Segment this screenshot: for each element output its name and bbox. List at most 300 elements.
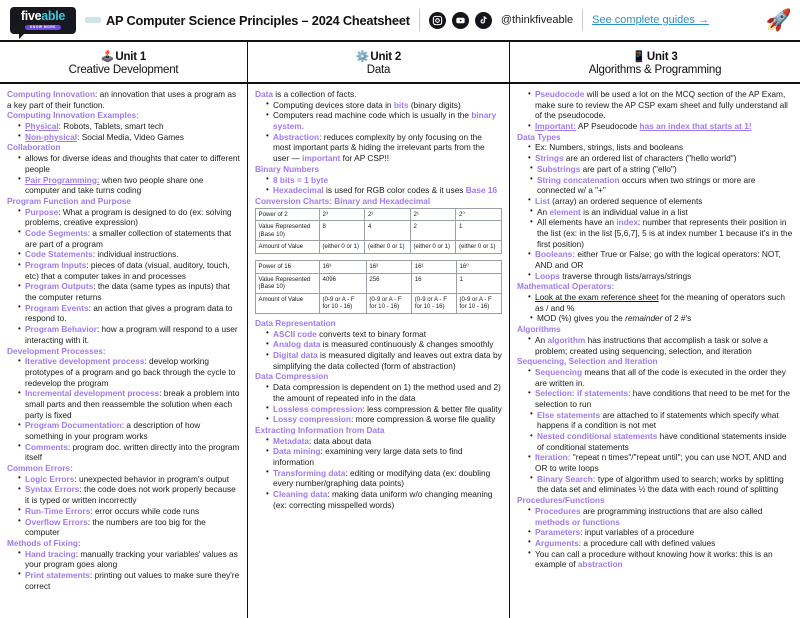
unit-headers (0, 42, 800, 82)
list-item (528, 292, 793, 313)
computing-innovation-term: Computing Innovation (7, 89, 96, 99)
list-item (18, 474, 240, 485)
overflow-errors-text: : the numbers are too big for the computer (25, 516, 206, 538)
element-post: is an individual value in a list (580, 206, 688, 217)
table-cell: (0-9 or A - F for 10 - 16) (412, 293, 457, 313)
binary-pre: Computers read machine code which is usually in the (273, 110, 472, 121)
column-unit-2 (248, 84, 510, 618)
list-item (530, 175, 793, 196)
data-term: Data (255, 89, 273, 99)
list-item (266, 446, 502, 467)
unit-1-subtitle: Creative Development (68, 64, 179, 76)
table-cell: 1 (456, 221, 502, 241)
important-text: AP Pseudocode (576, 121, 640, 132)
logo-able-text: able (41, 9, 66, 24)
data-mining-text: : examining very large data sets to find information (273, 446, 463, 467)
table-cell: 4096 (319, 273, 366, 293)
page-title: AP Computer Science Principles – 2024 Cheatsheet (106, 12, 410, 28)
table-cell: 16² (366, 261, 411, 274)
column-unit-3 (510, 84, 800, 618)
binary-search-text: type of algorithm used to search; works by splitting the data set and eliminates ½ the data with each round of splitting (537, 473, 784, 495)
data-representation-list (255, 329, 502, 372)
hand-tracing-term: Hand tracing (25, 548, 76, 559)
math-operators-list (517, 292, 793, 313)
collaboration-heading: Collaboration (7, 142, 61, 153)
gear-icon: ⚙️ (355, 51, 370, 63)
unit-3-label: Unit 3 (646, 51, 678, 63)
nonphysical-term: Non-physical (25, 131, 78, 142)
program-events-text: : an action that gives a program data to respond to. (25, 302, 233, 324)
program-function-heading: Program Function and Purpose (7, 195, 132, 206)
strings-term: Strings (535, 153, 564, 164)
metadata-text: : data about data (308, 435, 372, 446)
table-cell: 2 (410, 221, 456, 241)
program-documentation-text: : a description of how something in your program works (25, 420, 201, 441)
data-representation-heading: Data Representation (255, 318, 336, 329)
strings-sublist (517, 164, 793, 196)
list-item (266, 489, 502, 510)
table-cell: Amount of Value (256, 241, 320, 254)
list-item (18, 303, 240, 324)
hexadecimal-text: is used for RGB color codes & it uses (323, 185, 466, 196)
collaboration-list (7, 153, 240, 196)
syntax-errors-text: : the code does not work properly because it is typed or written incorrectly (25, 484, 236, 506)
table-cell: (either 0 or 1) (410, 241, 456, 254)
computing-innovation-text: : an innovation that uses a program as a key part of their function. (7, 89, 237, 110)
unit-2-title (356, 50, 401, 63)
program-documentation-term: Program Documentation (25, 420, 122, 431)
binary-numbers-heading: Binary Numbers (255, 163, 320, 174)
header-divider-2 (582, 9, 583, 31)
program-behavior-term: Program Behavior (25, 324, 97, 335)
booleans-text: either True or False; go with the logical operators: NOT, AND and OR (535, 249, 781, 270)
cleaning-text: : making data uniform w/o changing meaning (ex: correcting misspelled words) (273, 489, 493, 510)
metadata-term: Metadata (273, 435, 309, 446)
social-handle: @thinkfiveable (500, 14, 574, 26)
table-cell: Power of 16 (256, 261, 320, 274)
data-types-heading: Data Types (517, 131, 561, 142)
ssi-heading: Sequencing, Selection and Iteration (517, 356, 658, 367)
table-cell: 2² (365, 208, 411, 221)
list-item (528, 249, 793, 270)
algorithms-list (517, 335, 793, 356)
bits-pre: Computing devices store data in (273, 99, 394, 110)
exam-reference-sheet-link: Look at the exam reference sheet (535, 292, 659, 303)
list-item (530, 207, 793, 218)
runtime-errors-term: Run-Time Errors (25, 505, 91, 516)
hex-conversion-table (255, 260, 502, 314)
list-item (528, 196, 793, 207)
incremental-term: Incremental development process (25, 388, 160, 399)
abstraction-text-2: for AP CSP!! (340, 153, 390, 164)
concatenation-term: String concatenation (537, 174, 620, 185)
table-cell: 16¹ (412, 261, 457, 274)
list-item (528, 452, 793, 473)
list-item (266, 110, 502, 131)
list-item (266, 350, 502, 371)
else-text: are attached to if statements which specify what happens if a condition is not met (537, 409, 779, 431)
list-item (528, 271, 793, 282)
unit-1-title (101, 50, 146, 63)
table-cell: (either 0 or 1) (319, 241, 365, 254)
examples-heading: Computing Innovation Examples: (7, 110, 139, 121)
list-item (18, 420, 240, 441)
procedures-list (517, 506, 793, 570)
computing-innovation-def (7, 89, 240, 110)
data-mining-term: Data mining (273, 446, 321, 457)
list-term: List (535, 195, 550, 206)
list-item (530, 313, 793, 324)
table-cell: 1 (457, 273, 502, 293)
abstraction-term-2: abstraction (577, 559, 623, 570)
table-cell: 16⁰ (457, 261, 502, 274)
list-item (528, 506, 793, 527)
table-cell: (either 0 or 1) (456, 241, 502, 254)
abstraction-term: Abstraction (273, 131, 320, 142)
index-term: index (616, 217, 638, 228)
list-item: • Ex: Numbers, strings, lists and booleans (528, 142, 793, 153)
table-cell: (0-9 or A - F for 10 - 16) (366, 293, 411, 313)
list-item (18, 324, 240, 345)
substrings-text: are part of a string ("ello") (580, 163, 677, 174)
program-inputs-term: Program Inputs (25, 260, 87, 270)
digital-term: Digital data (273, 350, 318, 361)
nested-text: have conditional statements inside of conditional statements (537, 431, 787, 452)
lossy-term: Lossy compression (273, 414, 351, 425)
program-events-term: Program Events (25, 302, 89, 313)
binary-system-term: binary system. (273, 110, 497, 132)
list-item (18, 175, 240, 196)
list-item (266, 468, 502, 489)
pair-programming-text: when two people share one computer and take turns coding (25, 174, 204, 196)
list-item (528, 153, 793, 164)
table-cell: 8 (319, 221, 365, 241)
table-row (256, 221, 502, 241)
lossless-text: : less compression & better file quality (362, 403, 502, 414)
table-cell: Value Represented (Base 10) (256, 273, 320, 293)
table-cell: 16³ (319, 261, 366, 274)
table-cell: (0-9 or A - F for 10 - 16) (457, 293, 502, 313)
page-header (0, 0, 800, 40)
mobile-phone-icon: 📱 (632, 51, 646, 63)
table-row (256, 241, 502, 254)
lossy-text: : more compression & worse file quality (350, 414, 496, 425)
list-item (528, 89, 793, 121)
common-errors-heading: Common Errors: (7, 463, 73, 474)
parameters-text: : input variables of a procedure (580, 527, 695, 538)
list-item (530, 410, 793, 431)
common-errors-list (7, 474, 240, 538)
iterative-text: : develop working prototypes of a program and go back through the cycle to redevelop the program (25, 356, 236, 388)
list-item (528, 527, 793, 538)
table-row (256, 293, 502, 313)
list-item: • allows for diverse ideas and thoughts that cater to different people (18, 153, 240, 174)
see-complete-guides-link[interactable]: See complete guides → (592, 14, 709, 26)
list-item (530, 474, 793, 495)
list-item (266, 132, 502, 164)
transforming-text: : editing or modifying data (ex: doubling every number/graphing data points) (273, 467, 491, 489)
important-term: Important: (535, 121, 577, 132)
logo-tagline: KNOW MORE (25, 25, 61, 30)
algorithms-heading: Algorithms (517, 324, 561, 335)
mod-pre: MOD (%) gives you the (537, 313, 626, 324)
data-compression-heading: Data Compression (255, 371, 329, 382)
list-item (530, 164, 793, 175)
table-cell: 2³ (319, 208, 365, 221)
list-type-list (517, 196, 793, 207)
list-item (266, 436, 502, 447)
data-types-list (517, 142, 793, 163)
arguments-term: Arguments (535, 537, 579, 548)
bits-term: bits (393, 99, 409, 110)
ascii-term: ASCII code (273, 328, 317, 339)
ssi-list (517, 367, 793, 410)
unit-header-3 (510, 42, 800, 82)
list-item (18, 388, 240, 420)
list-item (18, 121, 240, 132)
list-sublist (517, 207, 793, 250)
table-cell: 256 (366, 273, 411, 293)
iterative-term: Iterative development process (25, 356, 145, 367)
iteration-term: Iteration: (535, 452, 571, 463)
list-item (18, 207, 240, 228)
list-item (528, 367, 793, 388)
math-operators-heading: Mathematical Operators: (517, 281, 615, 292)
parameters-term: Parameters (535, 527, 581, 538)
incremental-text: : break a problem into small parts and then reassemble the solution when each party is fixed (25, 388, 240, 420)
table-cell: (either 0 or 1) (365, 241, 411, 254)
table-cell: Value Represented (Base 10) (256, 221, 320, 241)
base16-term: Base 16 (465, 185, 498, 196)
list-item (528, 538, 793, 549)
development-processes-heading: Development Processes: (7, 345, 106, 356)
index-starts-at-1: has an index that starts at 1! (639, 121, 752, 132)
loops-term: Loops (535, 270, 560, 281)
list-item (266, 100, 502, 111)
index-pre: All elements have an (537, 217, 617, 228)
unit-1-label: Unit 1 (115, 51, 147, 63)
unit-3-title (632, 50, 677, 63)
selection-term: Selection: if statements (535, 388, 629, 399)
joystick-icon: 🕹️ (100, 51, 115, 63)
comments-text: : program doc. written directly into the program itself (25, 441, 240, 463)
iteration-list (517, 452, 793, 473)
iteration-sublist (517, 474, 793, 495)
list-item (18, 484, 240, 505)
data-intro-list (255, 100, 502, 164)
list-text: (array) an ordered sequence of elements (549, 195, 703, 206)
extracting-info-list (255, 436, 502, 511)
table-row (256, 261, 502, 274)
table-cell: Power of 2 (256, 208, 320, 221)
content-columns (0, 84, 800, 618)
strings-text: are an ordered list of characters ("hello world") (563, 153, 737, 164)
pseudocode-text: will be used a lot on the MCQ section of the AP Exam, make sure to review the AP CSP exam sheet and fully understand all of the pseudocode. (535, 89, 788, 121)
print-statements-text: : printing out values to make sure they're correct (25, 569, 240, 591)
list-item (18, 281, 240, 302)
syntax-errors-term: Syntax Errors (25, 484, 80, 495)
code-segments-text: : a smaller collection of statements that are part of a program (25, 227, 232, 249)
nested-term: Nested conditional statements (537, 431, 658, 441)
purpose-term: Purpose (25, 206, 59, 217)
logic-errors-text: : unexpected behavior in program's output (74, 473, 230, 484)
table-cell: Amount of Value (256, 293, 320, 313)
else-term: Else statements (537, 409, 601, 420)
data-compression-list (255, 382, 502, 425)
tiktok-icon[interactable] (475, 12, 492, 29)
program-behavior-text: : how a program will respond to a user interacting with it. (25, 324, 238, 345)
algorithm-term: algorithm (547, 334, 586, 345)
important-emphasis: important (302, 153, 341, 164)
call-procedure-text: You can call a procedure without knowing how it works: this is an example of (535, 548, 773, 570)
pair-programming-term: Pair Programming: (25, 174, 100, 185)
transforming-term: Transforming data (273, 467, 346, 478)
program-outputs-text: : the data (same types as inputs) that the computer returns (25, 281, 230, 303)
sequencing-term: Sequencing (535, 366, 583, 377)
list-item (528, 388, 793, 409)
runtime-errors-text: : error occurs while code runs (90, 505, 200, 516)
procedures-text: are programming instructions that are also called (580, 505, 763, 516)
code-statements-term: Code Statements (25, 249, 93, 260)
unit-header-2 (248, 42, 510, 82)
operators-text: for the meaning of operators such as / and % (535, 292, 785, 313)
fiveable-logo (10, 7, 76, 34)
list-item (18, 549, 240, 570)
table-row (256, 273, 502, 293)
overflow-errors-term: Overflow Errors (25, 516, 88, 527)
list-item: • Data compression is dependent on 1) the method used and 2) the amount of repeated info in the data (266, 382, 502, 403)
list-item (18, 132, 240, 143)
code-segments-term: Code Segments (25, 227, 88, 238)
table-cell: (0-9 or A - F for 10 - 16) (319, 293, 366, 313)
program-inputs-text: : pieces of data (visual, auditory, touch, etc) that a computer takes in and processes (25, 260, 230, 281)
table-cell: 16 (412, 273, 457, 293)
physical-text: : Robots, Tablets, smart tech (58, 121, 164, 132)
list-item (530, 431, 793, 452)
procedures-term: Procedures (535, 505, 581, 516)
logo-five-text: five (20, 9, 42, 24)
concatenation-text: occurs when two strings or more are connected w/ a "+" (537, 174, 756, 196)
table-spacer (255, 254, 502, 259)
header-divider-1 (419, 9, 420, 31)
list-item (528, 335, 793, 356)
table-cell: 2⁰ (456, 208, 502, 221)
list-item (530, 217, 793, 249)
analog-term: Analog data (273, 339, 321, 350)
social-links (429, 12, 492, 29)
list-item (18, 570, 240, 591)
table-row (256, 208, 502, 221)
list-item (266, 175, 502, 186)
selection-text: : have conditions that need to be met for the selection to run (535, 388, 791, 409)
purpose-text: : What a program is designed to do (ex: solving problems, creative expression) (25, 206, 232, 228)
cleaning-term: Cleaning data (273, 489, 328, 500)
substrings-term: Substrings (537, 163, 581, 174)
unit-header-1 (0, 42, 248, 82)
list-item (266, 404, 502, 415)
methods-functions-term: methods or functions (535, 516, 620, 527)
rocket-icon: 🚀 (765, 8, 792, 32)
hexadecimal-term: Hexadecimal (273, 185, 324, 196)
selection-sublist (517, 410, 793, 453)
print-statements-term: Print statements (25, 569, 91, 580)
list-item (18, 260, 240, 281)
list-item (18, 356, 240, 388)
nonphysical-text: : Social Media, Video Games (77, 131, 184, 142)
remainder-emphasis: remainder (625, 313, 663, 324)
mod-post: of 2 #'s (662, 313, 692, 324)
youtube-icon[interactable] (452, 12, 469, 29)
hand-tracing-text: : manually tracking your variables' values as your program goes along (25, 548, 238, 570)
ascii-text: converts text to binary format (316, 328, 427, 339)
table-cell: 2¹ (410, 208, 456, 221)
list-item (18, 249, 240, 260)
program-outputs-term: Program Outputs (25, 281, 94, 292)
list-item (18, 517, 240, 538)
data-text: is a collection of facts. (272, 89, 357, 99)
table-cell: 4 (365, 221, 411, 241)
logic-errors-term: Logic Errors (25, 473, 75, 484)
data-definition (255, 89, 502, 100)
code-statements-text: : individual instructions. (92, 249, 179, 260)
booleans-term: Booleans: (535, 249, 576, 260)
program-function-list (7, 207, 240, 346)
algorithm-post: has instructions that accomplish a task or solve a problem; created using sequencing, selection, and iteration (535, 334, 768, 356)
pseudocode-list (517, 89, 793, 132)
column-unit-1 (0, 84, 248, 618)
list-item (266, 329, 502, 340)
bits-post: (binary digits) (408, 99, 461, 110)
methods-of-fixing-heading: Methods of Fixing: (7, 537, 81, 548)
conversion-charts-heading: Conversion Charts: Binary and Hexadecimal (255, 195, 431, 206)
unit-2-label: Unit 2 (370, 51, 402, 63)
list-item (18, 228, 240, 249)
algorithm-pre: An (535, 334, 548, 345)
binary-search-term: Binary Search: (537, 473, 596, 484)
unit-3-subtitle: Algorithms & Programming (588, 64, 722, 76)
list-item (18, 442, 240, 463)
logo-wordmark (21, 10, 65, 23)
bits-byte-term: 8 bits = 1 byte (273, 174, 329, 185)
list-item (266, 185, 502, 196)
element-term: element (549, 206, 581, 217)
lossless-term: Lossless compression (273, 403, 363, 414)
physical-term: Physical (25, 121, 59, 132)
development-processes-list (7, 356, 240, 463)
sequencing-text: means that all of the code is executed in the order they are written in. (535, 366, 786, 388)
list-item (18, 506, 240, 517)
abstraction-text: : reduces complexity by only focusing on the most important parts & hiding the irrelevant parts from the user — (273, 131, 485, 164)
unit-2-subtitle: Data (366, 64, 391, 76)
title-dash-decor (85, 17, 101, 23)
binary-conversion-table (255, 208, 502, 254)
booleans-loops-list (517, 249, 793, 281)
digital-text: is measured digitally and leaves out extra data by simplifying the data collected (form of abstraction) (273, 350, 502, 371)
index-post: : number that represents their position in the list (ex: in the list [5,6,7], 5 is at index number 1 because it's in the first position) (537, 217, 793, 249)
mod-sublist (517, 313, 793, 324)
extracting-info-heading: Extracting Information from Data (255, 424, 385, 435)
binary-numbers-list (255, 175, 502, 196)
examples-list (7, 121, 240, 142)
analog-text: is measured continuously & changes smoothly (320, 339, 494, 350)
methods-of-fixing-list (7, 549, 240, 592)
loops-text: traverse through lists/arrays/strings (559, 270, 692, 281)
instagram-icon[interactable] (429, 12, 446, 29)
comments-term: Comments (25, 441, 68, 452)
pseudocode-term: Pseudocode (535, 89, 585, 99)
procedures-heading: Procedures/Functions (517, 495, 605, 506)
list-item (528, 549, 793, 570)
